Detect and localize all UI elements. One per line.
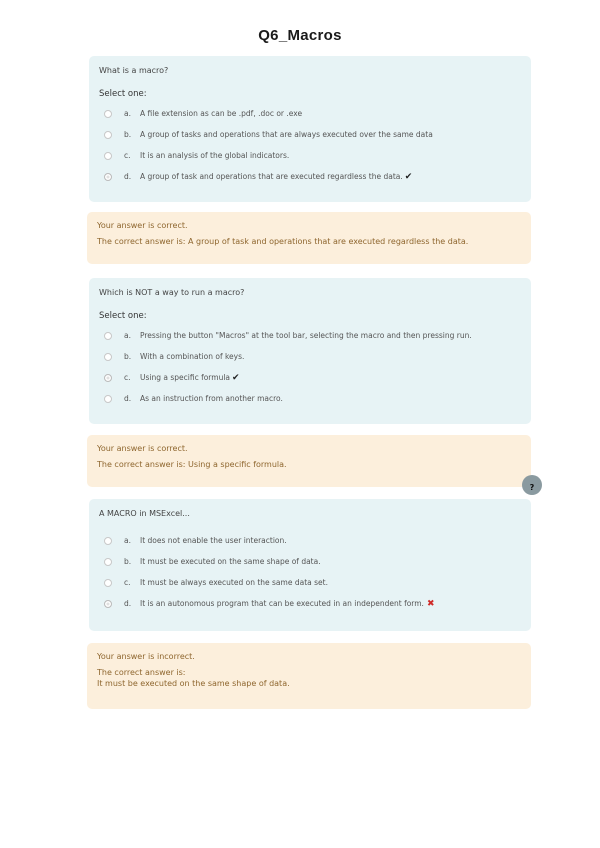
option-text: A group of tasks and operations that are always executed over the same data <box>140 130 433 139</box>
question-3-option-a[interactable] <box>99 530 521 551</box>
question-2-option-a[interactable] <box>99 325 521 346</box>
question-1-option-d[interactable] <box>99 166 521 187</box>
option-text: Pressing the button "Macros" at the tool bar, selecting the macro and then pressing run. <box>140 331 472 340</box>
feedback-status: Your answer is incorrect. <box>97 652 195 661</box>
option-text: It does not enable the user interaction. <box>140 536 287 545</box>
radio-button[interactable] <box>104 110 112 118</box>
radio-button[interactable] <box>104 558 112 566</box>
question-2-option-b[interactable] <box>99 346 521 367</box>
question-3-box <box>89 499 531 631</box>
option-text: A group of task and operations that are executed regardless the data. <box>140 172 403 181</box>
option-letter: b. <box>124 130 132 139</box>
option-text: With a combination of keys. <box>140 352 245 361</box>
cross-icon: ✖ <box>426 598 435 609</box>
radio-button[interactable] <box>104 537 112 545</box>
option-letter: c. <box>124 373 131 382</box>
radio-button-selected[interactable] <box>104 374 112 382</box>
checkmark-icon: ✔ <box>232 372 240 383</box>
option-text: Using a specific formula <box>140 373 230 382</box>
option-text: As an instruction from another macro. <box>140 394 283 403</box>
feedback-correct-answer: It must be executed on the same shape of data. <box>97 679 290 688</box>
question-1-feedback <box>87 212 531 264</box>
option-text: It must be always executed on the same data set. <box>140 578 328 587</box>
question-1-option-a[interactable] <box>99 103 521 124</box>
question-1-option-c[interactable] <box>99 145 521 166</box>
option-letter: d. <box>124 394 132 403</box>
radio-button-selected[interactable] <box>104 173 112 181</box>
question-1-prompt: Select one: <box>99 89 147 99</box>
option-letter: d. <box>124 172 132 181</box>
question-1-box <box>89 56 531 202</box>
help-icon[interactable]: ? <box>522 475 542 495</box>
feedback-correct-answer: The correct answer is: Using a specific formula. <box>97 460 287 469</box>
radio-button[interactable] <box>104 152 112 160</box>
radio-button[interactable] <box>104 395 112 403</box>
option-letter: b. <box>124 352 132 361</box>
feedback-correct-answer-label: The correct answer is: <box>97 668 186 677</box>
question-3-option-c[interactable] <box>99 572 521 593</box>
option-text: A file extension as can be .pdf, .doc or .exe <box>140 109 303 118</box>
question-1-option-b[interactable] <box>99 124 521 145</box>
option-letter: a. <box>124 109 131 118</box>
radio-button[interactable] <box>104 353 112 361</box>
question-1-text: What is a macro? <box>99 66 169 75</box>
option-letter: b. <box>124 557 132 566</box>
question-2-text: Which is NOT a way to run a macro? <box>99 288 245 297</box>
option-text: It is an autonomous program that can be executed in an independent form. <box>140 599 424 608</box>
feedback-status: Your answer is correct. <box>97 444 188 453</box>
question-2-prompt: Select one: <box>99 311 147 321</box>
option-letter: c. <box>124 578 131 587</box>
option-letter: a. <box>124 331 131 340</box>
radio-button[interactable] <box>104 131 112 139</box>
feedback-status: Your answer is correct. <box>97 221 188 230</box>
question-3-feedback <box>87 643 531 709</box>
checkmark-icon: ✔ <box>404 171 413 182</box>
radio-button-selected[interactable] <box>104 600 112 608</box>
radio-button[interactable] <box>104 332 112 340</box>
option-letter: a. <box>124 536 131 545</box>
question-2-box <box>89 278 531 424</box>
question-2-feedback <box>87 435 531 487</box>
question-2-option-c[interactable] <box>99 367 521 388</box>
question-2-option-d[interactable] <box>99 388 521 409</box>
option-letter: c. <box>124 151 131 160</box>
question-3-option-d[interactable] <box>99 593 521 614</box>
question-3-option-b[interactable] <box>99 551 521 572</box>
option-letter: d. <box>124 599 132 608</box>
option-text: It is an analysis of the global indicators. <box>140 151 290 160</box>
page-title: Q6_Macros <box>258 27 342 44</box>
radio-button[interactable] <box>104 579 112 587</box>
feedback-correct-answer: The correct answer is: A group of task and operations that are executed regardless the data. <box>97 237 469 246</box>
option-text: It must be executed on the same shape of data. <box>140 557 321 566</box>
question-3-text: A MACRO in MSExcel... <box>99 509 190 518</box>
